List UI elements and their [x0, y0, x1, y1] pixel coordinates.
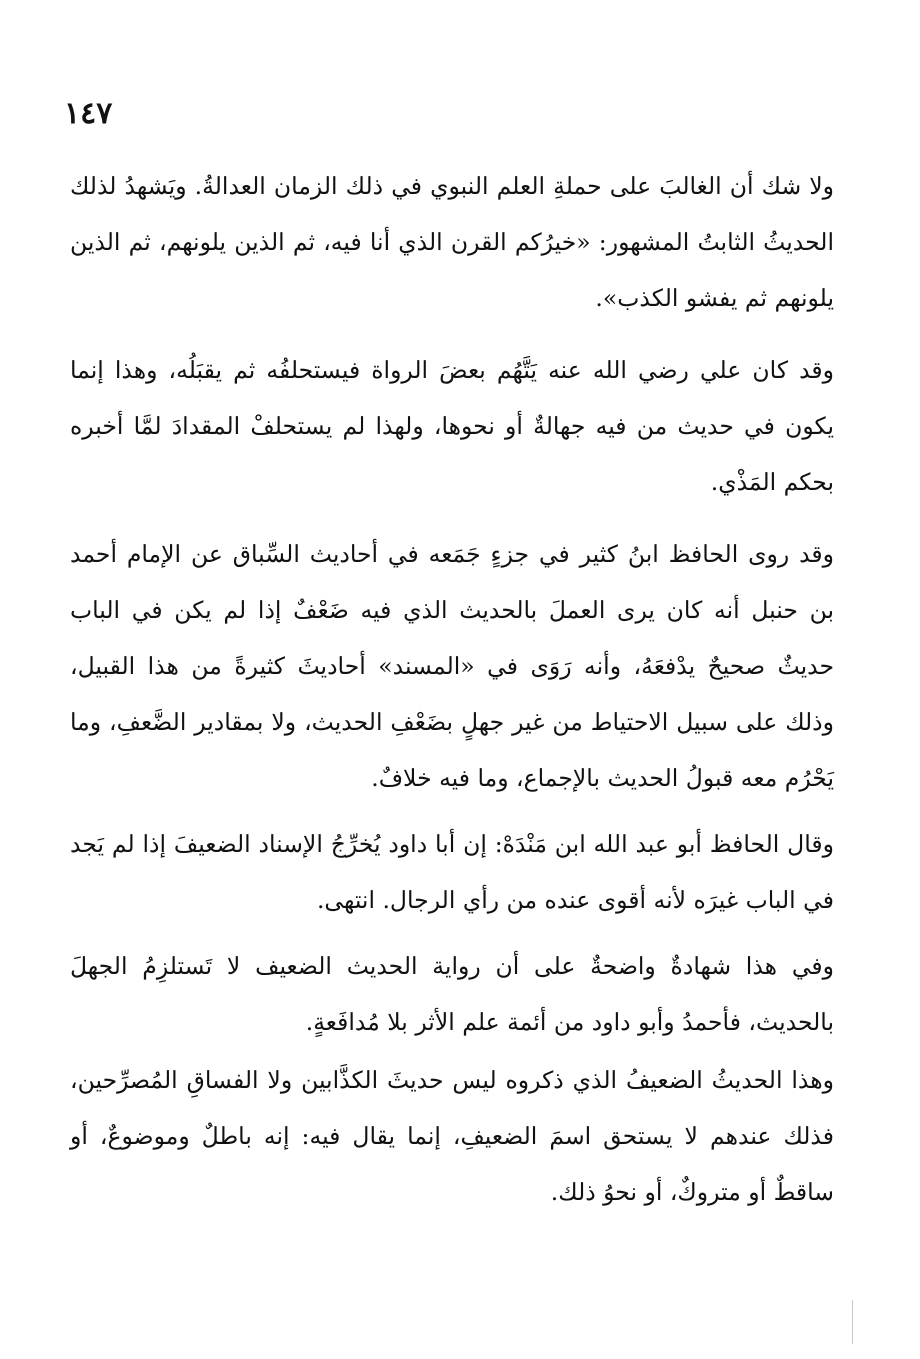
paragraph: وفي هذا شهادةٌ واضحةٌ على أن رواية الحديث الضعيف لا تَستلزِمُ الجهلَ بالحديث، فأحمدُ وأبو داود من أئمة علم الأثر بلا مُدافَعةٍ. [70, 952, 834, 1036]
page-number: ١٤٧ [64, 96, 113, 131]
page-body [70, 158, 834, 1220]
paragraph: وقد روى الحافظ ابنُ كثير في جزءٍ جَمَعه في أحاديث السِّباق عن الإمام أحمد بن حنبل أنه كان يرى العملَ بالحديث الذي فيه ضَعْفٌ إذا لم يكن في الباب حديثٌ صحيحٌ يدْفعَهُ، وأنه رَوَى في «المسند» أحاديثَ كثيرةً من هذا القبيل، وذلك على سبيل الاحتياط من غير جهلٍ بضَعْفِ الحديث، ولا بمقادير الضَّعفِ، وما يَحْرُم معه قبولُ الحديث بالإجماع، وما فيه خلافٌ. [70, 540, 834, 792]
paragraph: وقد كان علي رضي الله عنه يَتَّهُم بعضَ الرواة فيستحلفُه ثم يقبَلُه، وهذا إنما يكون في حديث من فيه جهالةٌ أو نحوها، ولهذا لم يستحلفْ المقدادَ لمَّا أخبره بحكم المَذْي. [70, 356, 834, 496]
paragraph: ولا شك أن الغالبَ على حملةِ العلم النبوي في ذلك الزمان العدالةُ. ويَشهدُ لذلك الحديثُ الثابتُ المشهور: «خيرُكم القرن الذي أنا فيه، ثم الذين يلونهم، ثم الذين يلونهم ثم يفشو الكذب». [70, 172, 834, 312]
paragraph: وهذا الحديثُ الضعيفُ الذي ذكروه ليس حديثَ الكذَّابين ولا الفساقِ المُصرِّحين، فذلك عندهم لا يستحق اسمَ الضعيفِ، إنما يقال فيه: إنه باطلٌ وموضوعٌ، أو ساقطٌ أو متروكٌ، أو نحوُ ذلك. [70, 1066, 834, 1206]
paragraph: وقال الحافظ أبو عبد الله ابن مَنْدَهْ: إن أبا داود يُخرِّجُ الإسناد الضعيفَ إذا لم يَجد في الباب غيرَه لأنه أقوى عنده من رأي الرجال. انتهى. [70, 830, 834, 914]
scan-edge-mark [852, 1300, 853, 1344]
